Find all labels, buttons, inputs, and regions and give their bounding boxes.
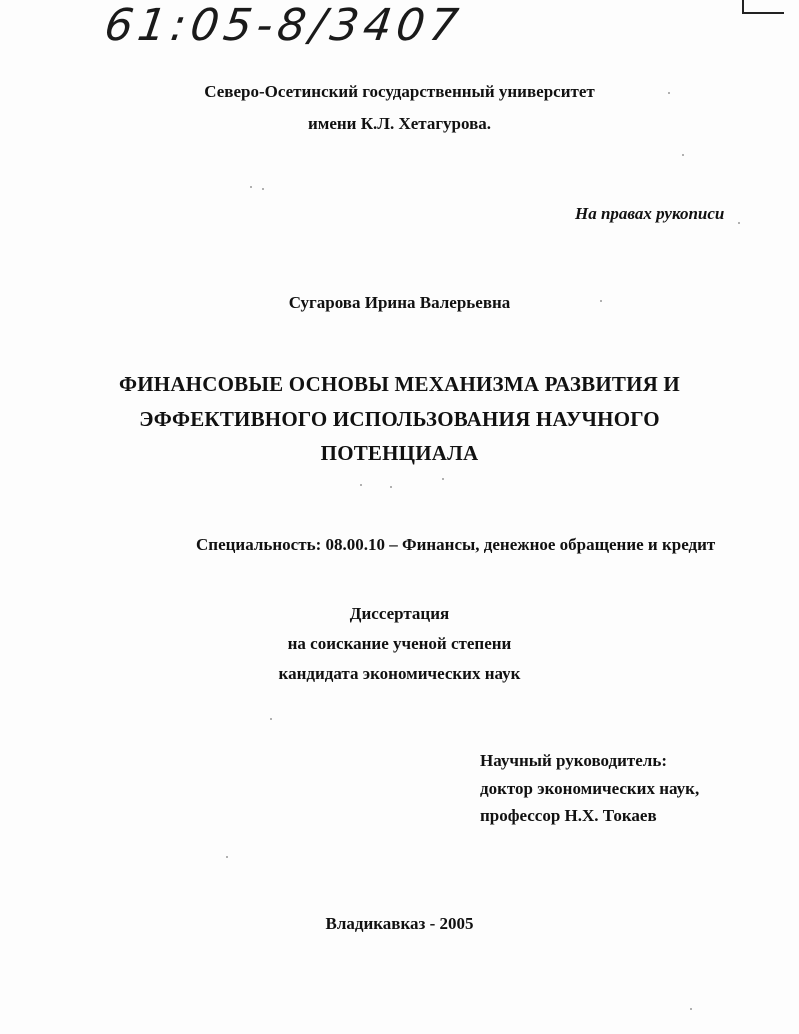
- scan-speck: [390, 486, 392, 488]
- city-year: Владикавказ - 2005: [325, 914, 474, 933]
- supervisor-degree: доктор экономических наук,: [480, 779, 700, 798]
- scan-speck: [668, 92, 670, 94]
- scan-speck: [226, 856, 228, 858]
- supervisor-name: профессор Н.Х. Токаев: [480, 806, 657, 825]
- handwritten-archive-code: 61:05-8/3407: [101, 0, 467, 51]
- scan-speck: [270, 718, 272, 720]
- dissertation-title-line3: ПОТЕНЦИАЛА: [320, 441, 479, 465]
- scan-speck: [360, 484, 362, 486]
- dissertation-label: Диссертация: [349, 604, 450, 623]
- scan-speck: [442, 478, 444, 480]
- author-name: Сугарова Ирина Валерьевна: [288, 293, 511, 312]
- scan-speck: [682, 154, 684, 156]
- dissertation-title-line1: ФИНАНСОВЫЕ ОСНОВЫ МЕХАНИЗМА РАЗВИТИЯ И: [119, 372, 680, 396]
- degree-type: кандидата экономических наук: [278, 664, 521, 683]
- university-name-line2: имени К.Л. Хетагурова.: [307, 114, 492, 133]
- corner-mark: [742, 0, 784, 14]
- dissertation-title-line2: ЭФФЕКТИВНОГО ИСПОЛЬЗОВАНИЯ НАУЧНОГО: [139, 407, 660, 431]
- scan-speck: [738, 222, 740, 224]
- specialty: Специальность: 08.00.10 – Финансы, денежное обращение и кредит: [196, 535, 716, 554]
- scan-speck: [250, 186, 252, 188]
- supervisor-label: Научный руководитель:: [480, 751, 667, 770]
- scan-speck: [690, 1008, 692, 1010]
- scan-speck: [262, 188, 264, 190]
- degree-line: на соискание ученой степени: [287, 634, 512, 653]
- university-name: Северо-Осетинский государственный университет: [204, 82, 595, 101]
- scan-speck: [600, 300, 602, 302]
- rights-note: На правах рукописи: [575, 204, 725, 223]
